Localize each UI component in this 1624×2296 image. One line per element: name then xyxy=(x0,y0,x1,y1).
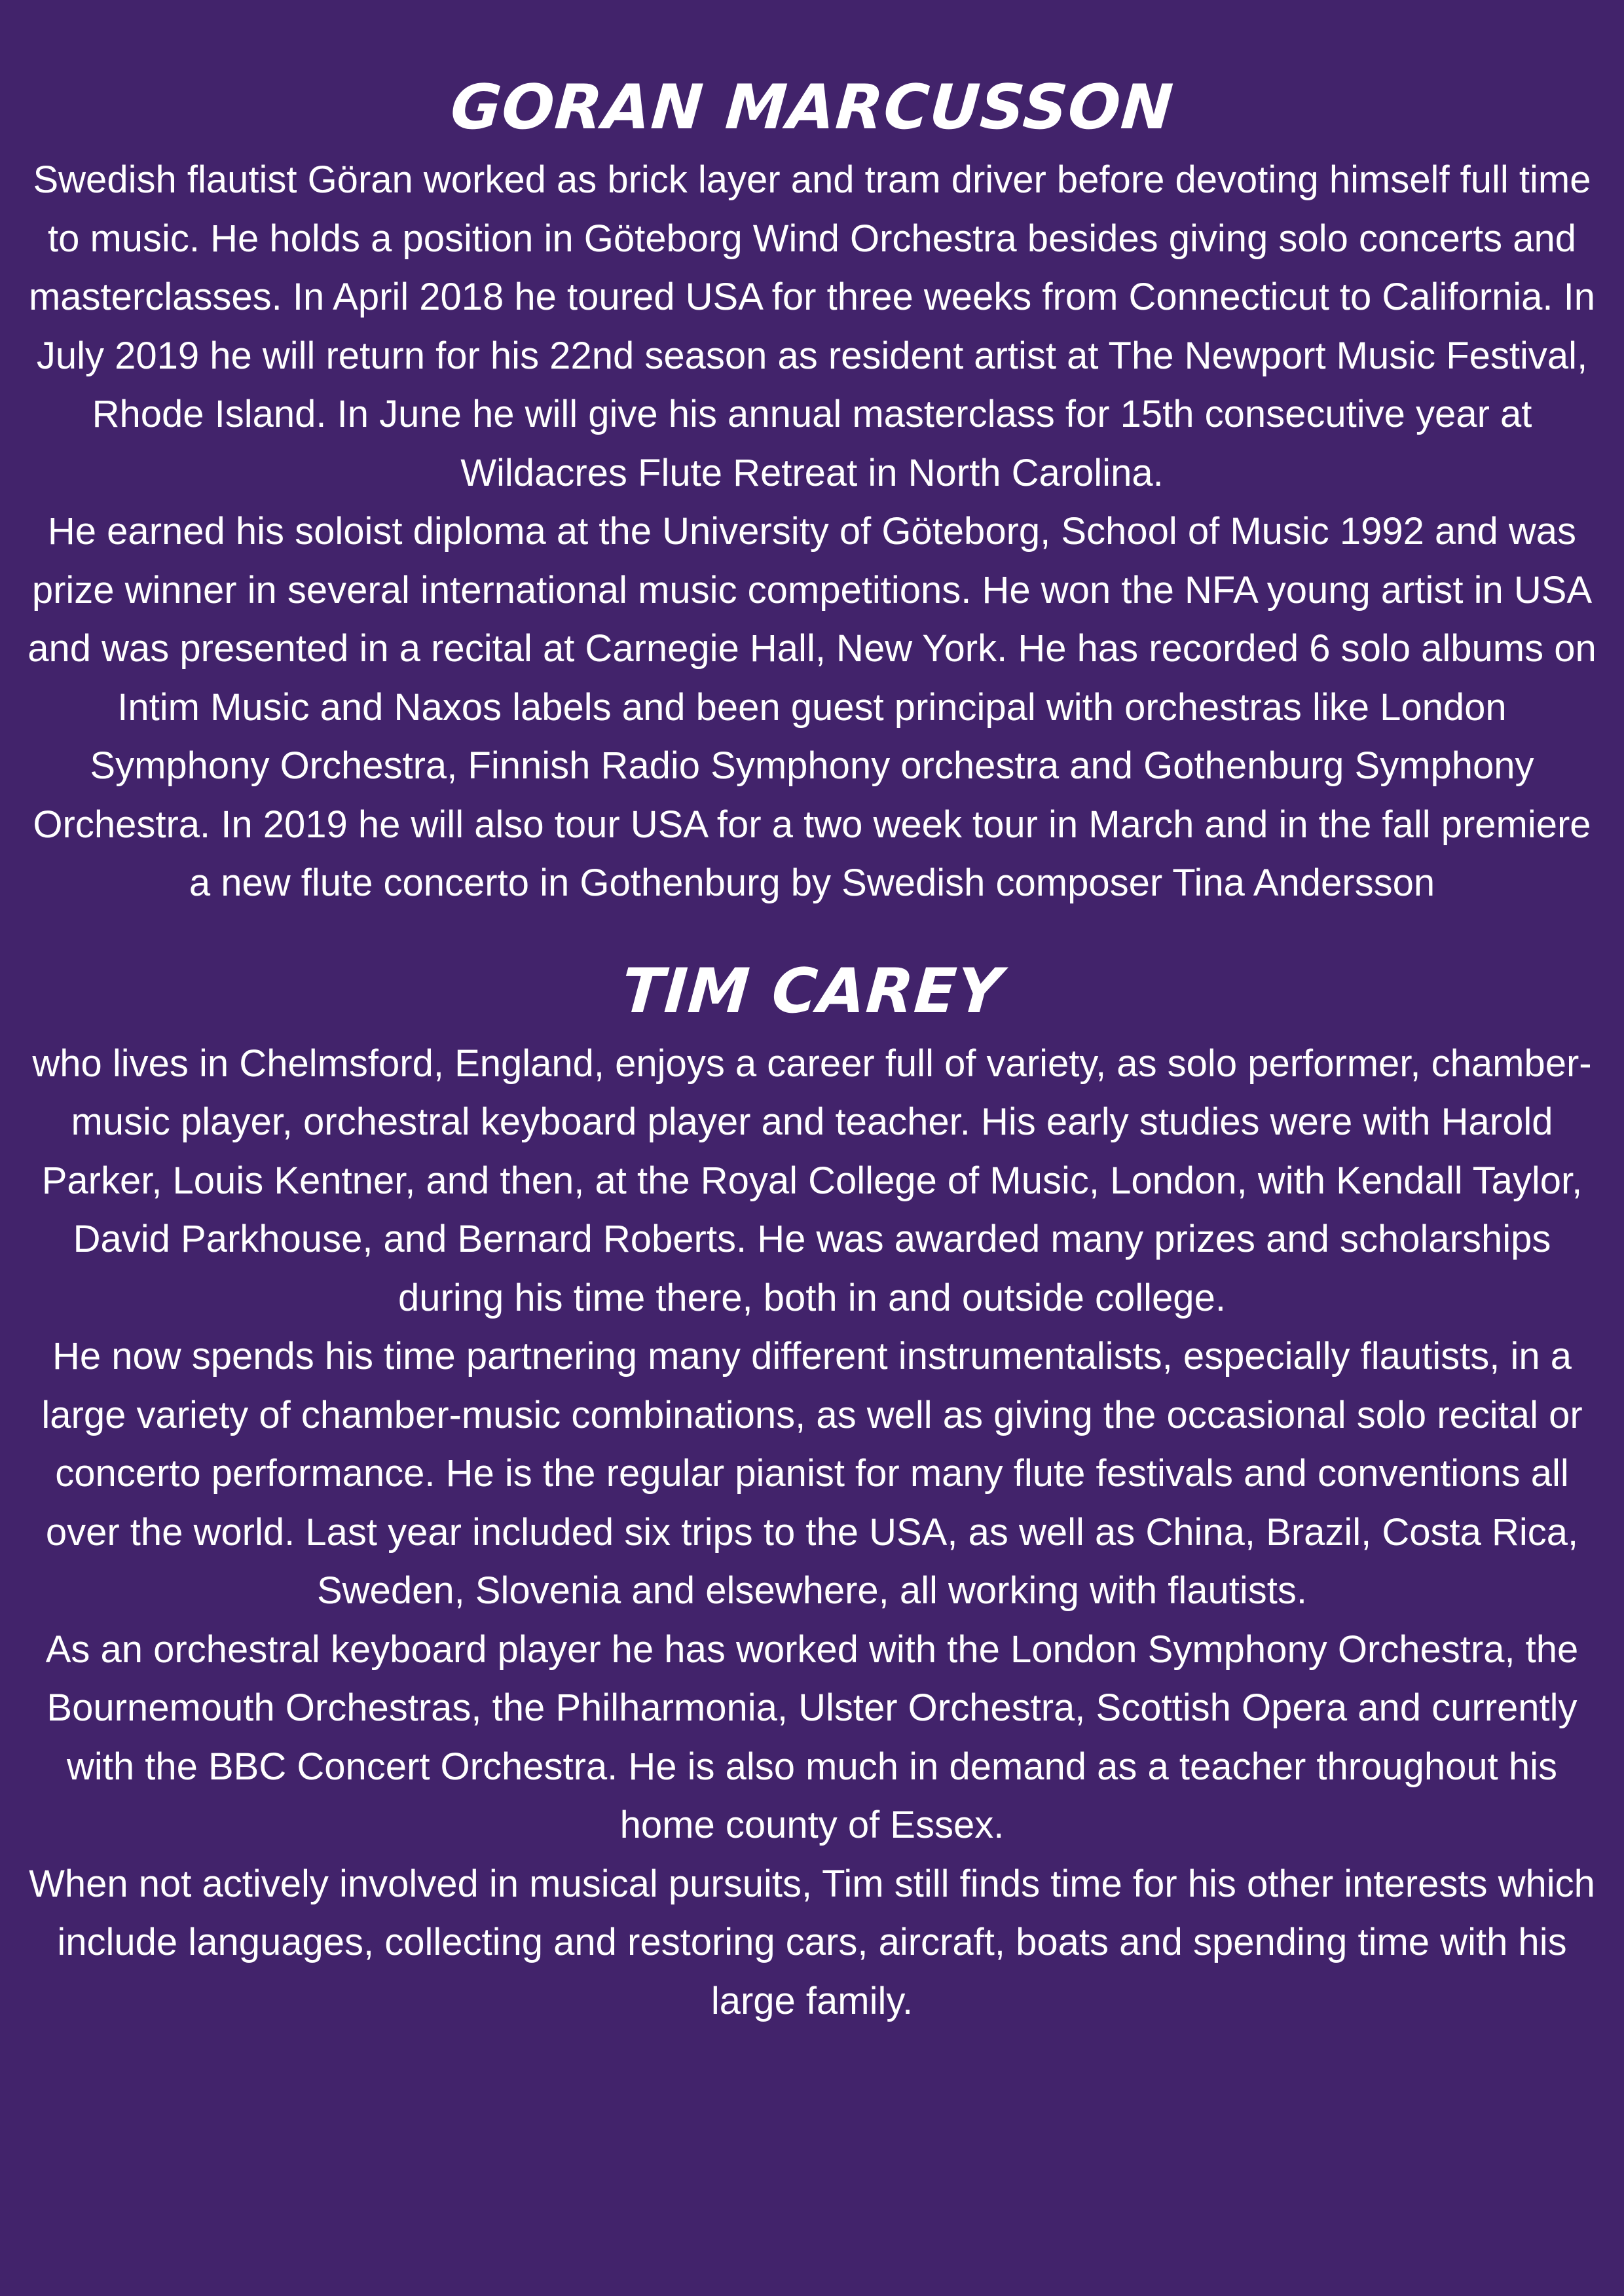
heading-tim-carey: TIM CAREY xyxy=(619,955,1005,1027)
heading-goran-marcusson: GORAN MARCUSSON xyxy=(448,72,1176,143)
bio-paragraph: As an orchestral keyboard player he has worked with the London Symphony Orchestra, the Bournemouth Orchestras, the Philharmonia, Ulster Orchestra, Scottish Opera and currently with the BBC Concert Orchestra. He is also much in demand as a teacher throughout his home county of Essex. xyxy=(45,1628,1579,1846)
bio-tim-carey xyxy=(26,1034,1598,2031)
bio-paragraph: He earned his soloist diploma at the University of Göteborg, School of Music 1992 and was prize winner in several international music competitions. He won the NFA young artist in USA and was presented in a recital at Carnegie Hall, New York. He has recorded 6 solo albums on Intim Music and Naxos labels and been guest principal with orchestras like London Symphony Orchestra, Finnish Radio Symphony orchestra and Gothenburg Symphony Orchestra. In 2019 he will also tour USA for a two week tour in March and in the fall premiere a new flute concerto in Gothenburg by Swedish composer Tina Andersson xyxy=(28,510,1596,904)
bio-goran-marcusson xyxy=(26,151,1598,913)
bio-paragraph: Swedish flautist Göran worked as brick layer and tram driver before devoting himself full time to music. He holds a position in Göteborg Wind Orchestra besides giving solo concerts and masterclasses. In April 2018 he toured USA for three weeks from Connecticut to California. In July 2019 he will return for his 22nd season as resident artist at The Newport Music Festival, Rhode Island. In June he will give his annual masterclass for 15th consecutive year at Wildacres Flute Retreat in North Carolina. xyxy=(28,158,1596,494)
bio-paragraph: He now spends his time partnering many different instrumentalists, especially flautists, in a large variety of chamber-music combinations, as well as giving the occasional solo recital or concerto performance. He is the regular pianist for many flute festivals and conventions all over the world. Last year included six trips to the USA, as well as China, Brazil, Costa Rica, Sweden, Slovenia and elsewhere, all working with flautists. xyxy=(41,1335,1583,1612)
bio-paragraph: who lives in Chelmsford, England, enjoys a career full of variety, as solo performer, chamber-music player, orchestral keyboard player and teacher. His early studies were with Harold Parker, Louis Kentner, and then, at the Royal College of Music, London, with Kendall Taylor, David Parkhouse, and Bernard Roberts. He was awarded many prizes and scholarships during his time there, both in and outside college. xyxy=(32,1042,1592,1319)
bio-paragraph: When not actively involved in musical pursuits, Tim still finds time for his other interests which include languages, collecting and restoring cars, aircraft, boats and spending time with his large family. xyxy=(29,1862,1595,2022)
